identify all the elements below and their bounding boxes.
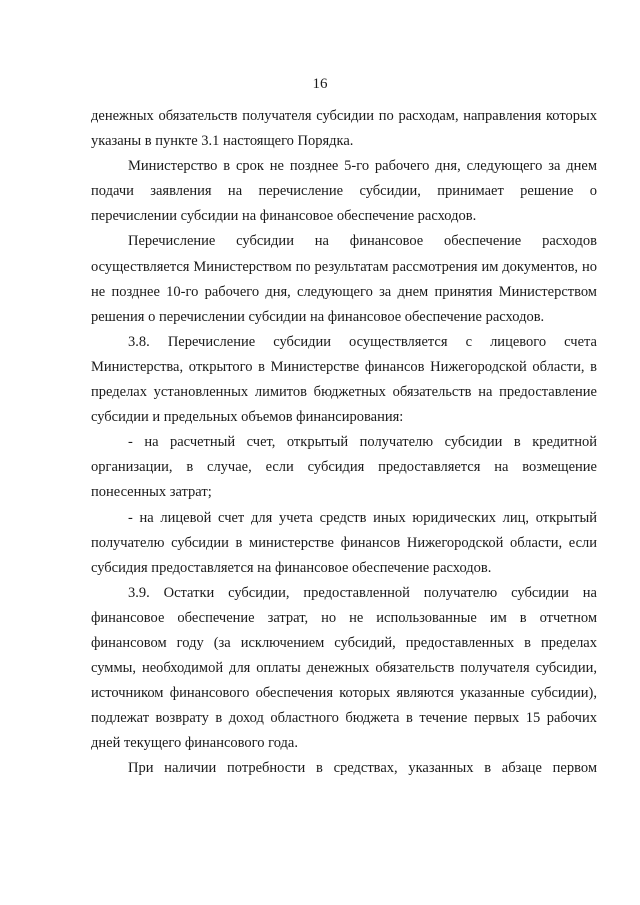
paragraph-decision-deadline: Министерство в срок не позднее 5-го рабочего дня, следующего за днем подачи заявления на перечисление субсидии, принимает решение о перечислении субсидии на финансовое обеспечение расходов. (91, 158, 597, 225)
list-item-settlement-account: - на расчетный счет, открытый получателю субсидии в кредитной организации, в случае, если субсидия предоставляется на возмещение понесенных затрат; (91, 434, 597, 501)
paragraph-continuation: денежных обязательств получателя субсидии по расходам, направления которых указаны в пункте 3.1 настоящего Порядка. (91, 108, 597, 150)
list-item-personal-account: - на лицевой счет для учета средств иных юридических лиц, открытый получателю субсидии в министерстве финансов Нижегородской области, если субсидия предоставляется на финансовое обеспечение расходов. (91, 509, 597, 576)
paragraph-3-9: 3.9. Остатки субсидии, предоставленной получателю субсидии на финансовое обеспечение затрат, но не использованные им в отчетном финансовом году (за исключением субсидий, предоставленных в пределах суммы, необходимой для оплаты денежных обязательств получателя субсидии, источником финансового обеспечения которых являются указанные субсидии), подлежат возврату в доход областного бюджета в течение первых 15 рабочих дней текущего финансового года. (91, 584, 597, 752)
page-number: 16 (312, 76, 328, 92)
document-body (91, 104, 597, 782)
paragraph-transfer-deadline: Перечисление субсидии на финансовое обеспечение расходов осуществляется Министерством по результатам рассмотрения им документов, но не позднее 10-го рабочего дня, следующего за днем принятия Министерством решения о перечислении субсидии на финансовое обеспечение расходов. (91, 233, 597, 325)
paragraph-3-8: 3.8. Перечисление субсидии осуществляется с лицевого счета Министерства, открытого в Министерстве финансов Нижегородской области, в пределах установленных лимитов бюджетных обязательств на предоставление субсидии и предельных объемов финансирования: (91, 333, 597, 426)
paragraph-need-funds: При наличии потребности в средствах, указанных в абзаце первом (128, 760, 597, 777)
